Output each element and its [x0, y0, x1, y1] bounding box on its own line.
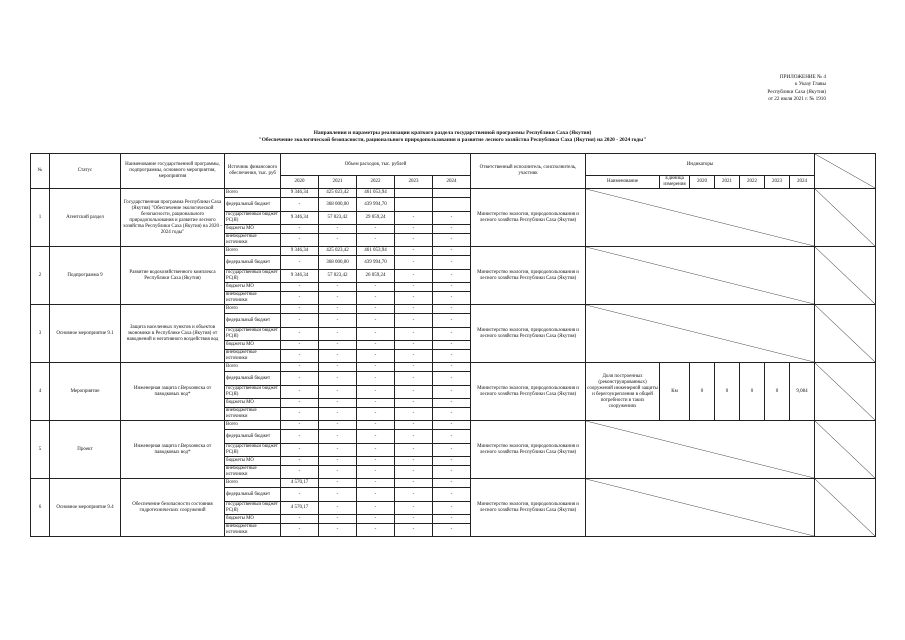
expense-value: -	[357, 479, 395, 488]
expense-value: -	[433, 292, 471, 305]
expense-value: -	[357, 225, 395, 234]
header-expenses: Объем расходов, тыс. рублей	[281, 154, 471, 176]
expense-value: -	[319, 386, 357, 399]
indicator-value: 0	[690, 363, 715, 421]
row-responsible: Министерство экологии, природопользования и лесного хозяйства Республики Саха (Якутия)	[471, 421, 586, 479]
expense-value: -	[395, 524, 433, 537]
indicator-value: 0	[740, 363, 765, 421]
expense-value: -	[433, 457, 471, 466]
source-label: государственный бюджет РС(Я)	[225, 502, 281, 515]
row-responsible: Министерство экологии, природопользования и лесного хозяйства Республики Саха (Якутия)	[471, 363, 586, 421]
appendix-line: Республики Саха (Якутия)	[767, 88, 826, 95]
expense-value: -	[281, 225, 319, 234]
expense-value: -	[395, 305, 433, 314]
expense-value: -	[433, 372, 471, 386]
expense-value: -	[357, 305, 395, 314]
expense-value: -	[357, 515, 395, 524]
expense-value: 9 346,34	[281, 189, 319, 198]
expense-value: -	[433, 408, 471, 421]
source-label: бюджеты МО	[225, 399, 281, 408]
trailing-blank-cell	[815, 247, 876, 305]
expense-value: -	[319, 363, 357, 372]
row-responsible: Министерство экологии, природопользования и лесного хозяйства Республики Саха (Якутия)	[471, 479, 586, 537]
expense-value: -	[357, 386, 395, 399]
expense-value: -	[319, 430, 357, 444]
source-label: внебюджетные источники	[225, 408, 281, 421]
source-label: бюджеты МО	[225, 341, 281, 350]
indicator-blank-cell	[586, 421, 815, 479]
indicator-value: 0	[765, 363, 790, 421]
expense-value: -	[433, 488, 471, 502]
expense-value: -	[433, 305, 471, 314]
expense-value: 9 346,34	[281, 247, 319, 256]
expense-value: -	[281, 314, 319, 328]
source-label: федеральный бюджет	[225, 430, 281, 444]
row-status: Проект	[50, 421, 121, 479]
expense-value: -	[319, 488, 357, 502]
appendix-block	[676, 74, 826, 104]
expense-value: -	[433, 399, 471, 408]
expense-value: -	[319, 225, 357, 234]
expense-value: -	[319, 444, 357, 457]
source-label: федеральный бюджет	[225, 314, 281, 328]
indicator-value: 9,084	[790, 363, 815, 421]
expense-value: -	[319, 314, 357, 328]
expense-value: -	[395, 270, 433, 283]
expense-value: 439 994,70	[357, 256, 395, 270]
expense-value: 57 023,42	[319, 270, 357, 283]
expense-value: -	[395, 314, 433, 328]
expense-value: -	[319, 408, 357, 421]
expense-value: -	[281, 363, 319, 372]
source-label: внебюджетные источники	[225, 466, 281, 479]
row-responsible: Министерство экологии, природопользования и лесного хозяйства Республики Саха (Якутия)	[471, 247, 586, 305]
table-row	[31, 479, 876, 488]
expense-value: -	[319, 502, 357, 515]
source-label: федеральный бюджет	[225, 372, 281, 386]
expense-value: -	[319, 524, 357, 537]
expense-value: -	[319, 305, 357, 314]
source-label: Всего	[225, 305, 281, 314]
expense-value: -	[281, 408, 319, 421]
source-label: Всего	[225, 479, 281, 488]
source-label: внебюджетные источники	[225, 292, 281, 305]
indicator-name: Доля построенных (реконструированных) сооружений инженерной защиты и берегоукрепления в общей потребности в таких сооружениях	[586, 363, 660, 421]
expense-value: -	[357, 341, 395, 350]
source-label: бюджеты МО	[225, 283, 281, 292]
trailing-blank-cell	[815, 363, 876, 421]
expense-value: -	[357, 363, 395, 372]
expense-value: -	[395, 430, 433, 444]
expense-value: 26 059,24	[357, 270, 395, 283]
expense-value: -	[395, 350, 433, 363]
expense-value: 425 023,42	[319, 247, 357, 256]
source-label: бюджеты МО	[225, 457, 281, 466]
row-number: 3	[31, 305, 50, 363]
expense-value: -	[395, 399, 433, 408]
expense-value: 439 994,70	[357, 198, 395, 212]
expense-value: -	[395, 292, 433, 305]
header-unit: Единица измерения	[660, 176, 690, 189]
expense-value: -	[281, 283, 319, 292]
source-label: федеральный бюджет	[225, 256, 281, 270]
header-status: Статус	[50, 154, 121, 189]
source-label: внебюджетные источники	[225, 524, 281, 537]
expense-value: -	[357, 466, 395, 479]
expense-value: -	[281, 444, 319, 457]
header-ind-year: 2020	[690, 176, 715, 189]
header-name: Наименование государственной программы, подпрограммы, основного мероприятия, мероприятия	[121, 154, 225, 189]
row-responsible: Министерство экологии, природопользования и лесного хозяйства Республики Саха (Якутия)	[471, 305, 586, 363]
appendix-line: к Указу Главы	[794, 81, 826, 88]
row-name: Инженерная защита г.Верхоянска от паводковых вод*	[121, 421, 225, 479]
trailing-blank-cell	[815, 189, 876, 247]
title-line: Направления и параметры реализации краткого раздела государственной программы Республики Саха (Якутия)	[313, 130, 592, 136]
trailing-blank-cell	[815, 305, 876, 363]
expense-value: -	[395, 488, 433, 502]
expense-value: -	[357, 372, 395, 386]
header-year: 2023	[395, 176, 433, 189]
source-label: государственный бюджет РС(Я)	[225, 212, 281, 225]
row-name: Защита населенных пунктов и объектов экономики в Республике Саха (Якутия) от наводнений и негативного воздействия вод	[121, 305, 225, 363]
header-blank-cell	[815, 154, 876, 189]
table-row	[31, 305, 876, 314]
source-label: внебюджетные источники	[225, 234, 281, 247]
row-status: Основное мероприятие 9.1	[50, 305, 121, 363]
row-status: Основное мероприятие 9.4	[50, 479, 121, 537]
source-label: государственный бюджет РС(Я)	[225, 270, 281, 283]
appendix-line: от 22 июля 2021 г. № 1910	[768, 96, 826, 103]
expense-value: -	[433, 212, 471, 225]
indicator-blank-cell	[586, 479, 815, 537]
expense-value: -	[395, 212, 433, 225]
expense-value: 9 346,34	[281, 212, 319, 225]
source-label: Всего	[225, 247, 281, 256]
expense-value: -	[281, 305, 319, 314]
header-year: 2024	[433, 176, 471, 189]
expense-value: -	[281, 457, 319, 466]
expense-value: -	[281, 372, 319, 386]
expense-value: -	[395, 328, 433, 341]
row-number: 6	[31, 479, 50, 537]
row-number: 1	[31, 189, 50, 247]
source-label: государственный бюджет РС(Я)	[225, 386, 281, 399]
header-responsible: Ответственный исполнитель, соисполнитель, участник	[471, 154, 586, 189]
header-ind-year: 2023	[765, 176, 790, 189]
header-ind-year: 2024	[790, 176, 815, 189]
expense-value: -	[281, 328, 319, 341]
expense-value: -	[433, 328, 471, 341]
header-year: 2021	[319, 176, 357, 189]
source-label: федеральный бюджет	[225, 198, 281, 212]
expense-value: -	[281, 292, 319, 305]
expense-value: -	[281, 341, 319, 350]
expense-value: -	[319, 283, 357, 292]
indicator-value: 0	[715, 363, 740, 421]
expense-value: -	[319, 479, 357, 488]
expense-value: -	[319, 372, 357, 386]
expense-value	[433, 189, 471, 198]
expense-value: -	[433, 363, 471, 372]
expense-value: -	[433, 270, 471, 283]
expense-value	[395, 189, 433, 198]
expense-value: -	[357, 502, 395, 515]
row-number: 4	[31, 363, 50, 421]
expense-value: -	[319, 350, 357, 363]
expense-value	[433, 198, 471, 212]
expense-value: -	[281, 515, 319, 524]
source-label: бюджеты МО	[225, 225, 281, 234]
expense-value: -	[433, 421, 471, 430]
expense-value: 29 059,24	[357, 212, 395, 225]
expense-value: -	[319, 457, 357, 466]
expense-value: 4 570,17	[281, 502, 319, 515]
expense-value: -	[357, 283, 395, 292]
expense-value	[395, 198, 433, 212]
row-name: Государственная программа Республики Саха (Якутия) "Обеспечение экологической безопасности, рационального природопользования и развитие лесного хозяйства Республики Саха (Якутия) на 2020 - 2024 годы"	[121, 189, 225, 247]
row-status: Мероприятие	[50, 363, 121, 421]
expense-value: -	[433, 314, 471, 328]
expense-value: -	[433, 225, 471, 234]
source-label: Всего	[225, 363, 281, 372]
expense-value: -	[357, 444, 395, 457]
expense-value: -	[395, 515, 433, 524]
row-status: Агентский раздел	[50, 189, 121, 247]
table-row	[31, 363, 876, 372]
expense-value: 425 023,42	[319, 189, 357, 198]
expense-value: -	[319, 515, 357, 524]
expense-value: -	[395, 421, 433, 430]
expense-value: -	[281, 488, 319, 502]
expense-value: -	[433, 350, 471, 363]
trailing-blank-cell	[815, 479, 876, 537]
indicator-blank-cell	[586, 305, 815, 363]
row-number: 2	[31, 247, 50, 305]
row-number: 5	[31, 421, 50, 479]
expense-value: -	[433, 283, 471, 292]
expense-value: -	[395, 372, 433, 386]
expense-value: -	[433, 341, 471, 350]
expense-value: -	[395, 386, 433, 399]
expense-value: -	[357, 421, 395, 430]
expense-value: -	[395, 502, 433, 515]
expense-value: -	[433, 502, 471, 515]
expense-value: -	[395, 247, 433, 256]
expense-value: -	[395, 341, 433, 350]
header-ind-name: Наименование	[586, 176, 660, 189]
expense-value: 368 000,00	[319, 256, 357, 270]
expense-value: -	[357, 408, 395, 421]
row-name: Инженерная защита г.Верхоянска от паводковых вод*	[121, 363, 225, 421]
table-row	[31, 189, 876, 198]
program-table	[30, 153, 876, 537]
expense-value: -	[395, 225, 433, 234]
expense-value: -	[357, 314, 395, 328]
expense-value: -	[395, 457, 433, 466]
expense-value: -	[357, 430, 395, 444]
header-year: 2020	[281, 176, 319, 189]
expense-value: 368 000,00	[319, 198, 357, 212]
expense-value: 461 053,94	[357, 247, 395, 256]
expense-value: -	[281, 386, 319, 399]
expense-value: -	[395, 234, 433, 247]
expense-value: -	[395, 408, 433, 421]
expense-value: -	[433, 515, 471, 524]
expense-value: 9 346,34	[281, 270, 319, 283]
header-indicators: Индикаторы	[586, 154, 815, 176]
source-label: государственный бюджет РС(Я)	[225, 444, 281, 457]
table-body	[31, 189, 876, 537]
appendix-line: ПРИЛОЖЕНИЕ № 4	[779, 74, 826, 80]
expense-value: 4 570,17	[281, 479, 319, 488]
expense-value: -	[357, 399, 395, 408]
expense-value: -	[433, 479, 471, 488]
expense-value: -	[433, 444, 471, 457]
row-name: Развитие водохозяйственного комплекса Республики Саха (Якутия)	[121, 247, 225, 305]
indicator-unit: Км	[660, 363, 690, 421]
trailing-blank-cell	[815, 421, 876, 479]
source-label: бюджеты МО	[225, 515, 281, 524]
source-label: Всего	[225, 189, 281, 198]
expense-value: 461 053,94	[357, 189, 395, 198]
expense-value: -	[433, 256, 471, 270]
source-label: Всего	[225, 421, 281, 430]
title-line: "Обеспечение экологической безопасности, рационального природопользования и развитие лесного хозяйства Республики Саха (Якутия) на 2020 - 2024 годы"	[258, 137, 647, 144]
expense-value: -	[281, 430, 319, 444]
document-title	[30, 130, 875, 145]
expense-value: -	[281, 350, 319, 363]
row-name: Обеспечение безопасности состояния гидротехнических сооружений	[121, 479, 225, 537]
expense-value: -	[395, 256, 433, 270]
expense-value: -	[433, 466, 471, 479]
expense-value: -	[433, 430, 471, 444]
expense-value: -	[433, 386, 471, 399]
expense-value: -	[281, 421, 319, 430]
expense-value: -	[357, 457, 395, 466]
expense-value: -	[433, 234, 471, 247]
table-row	[31, 421, 876, 430]
expense-value: -	[319, 421, 357, 430]
expense-value: -	[357, 524, 395, 537]
expense-value: -	[281, 399, 319, 408]
row-responsible: Министерство экологии, природопользования и лесного хозяйства Республики Саха (Якутия)	[471, 189, 586, 247]
expense-value: -	[433, 524, 471, 537]
expense-value: -	[395, 479, 433, 488]
expense-value: -	[281, 198, 319, 212]
expense-value: -	[319, 234, 357, 247]
expense-value: 57 023,42	[319, 212, 357, 225]
expense-value: -	[281, 466, 319, 479]
expense-value: -	[319, 466, 357, 479]
table-row	[31, 247, 876, 256]
source-label: внебюджетные источники	[225, 350, 281, 363]
expense-value: -	[357, 350, 395, 363]
expense-value: -	[281, 524, 319, 537]
source-label: федеральный бюджет	[225, 488, 281, 502]
header-source: Источник финансового обеспечения, тыс. руб	[225, 154, 281, 189]
header-year: 2022	[357, 176, 395, 189]
header-num: №	[31, 154, 50, 189]
expense-value: -	[357, 488, 395, 502]
header-ind-year: 2022	[740, 176, 765, 189]
expense-value: -	[319, 328, 357, 341]
indicator-blank-cell	[586, 189, 815, 247]
row-status: Подпрограмма 9	[50, 247, 121, 305]
expense-value: -	[319, 292, 357, 305]
source-label: государственный бюджет РС(Я)	[225, 328, 281, 341]
expense-value: -	[433, 247, 471, 256]
expense-value: -	[319, 399, 357, 408]
expense-value: -	[357, 328, 395, 341]
expense-value: -	[357, 234, 395, 247]
expense-value: -	[395, 363, 433, 372]
expense-value: -	[395, 283, 433, 292]
expense-value: -	[395, 444, 433, 457]
indicator-blank-cell	[586, 247, 815, 305]
expense-value: -	[281, 256, 319, 270]
expense-value: -	[395, 466, 433, 479]
expense-value: -	[319, 341, 357, 350]
expense-value: -	[281, 234, 319, 247]
expense-value: -	[357, 292, 395, 305]
header-ind-year: 2021	[715, 176, 740, 189]
